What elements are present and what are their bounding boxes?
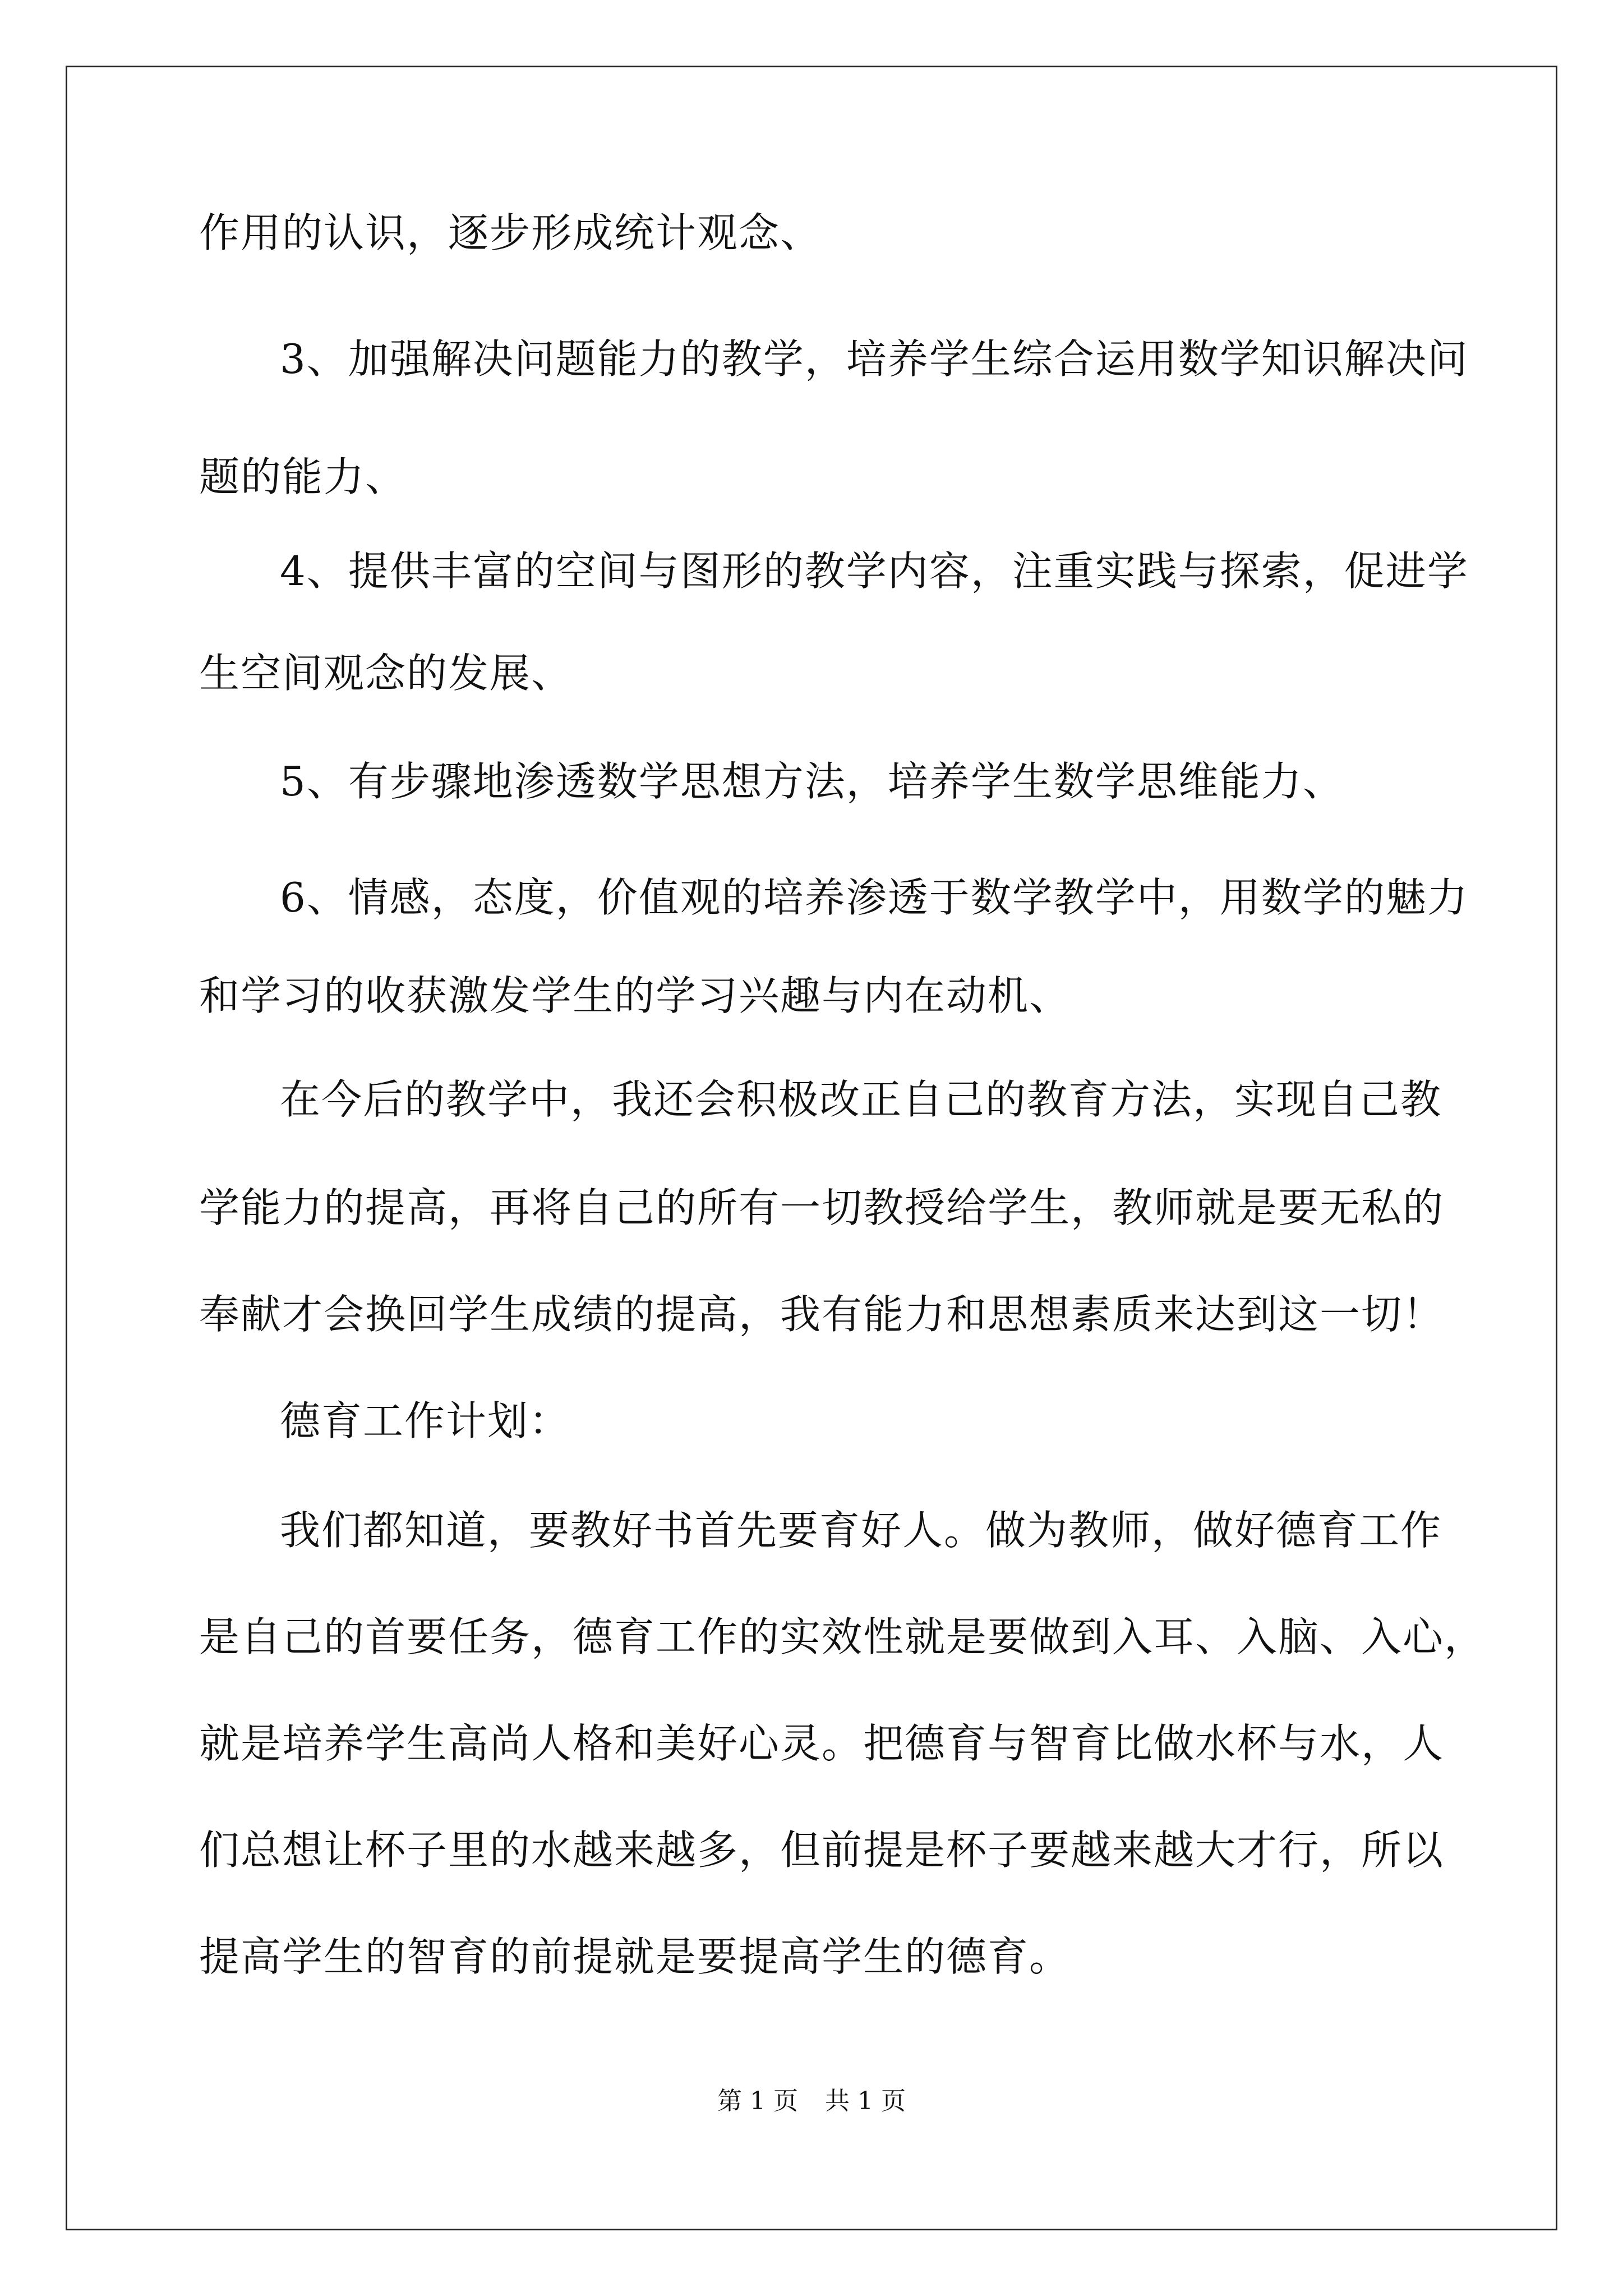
page-border: [66, 66, 1557, 2230]
text-line: 在今后的教学中，我还会积极改正自己的教育方法，实现自己教: [280, 1076, 1442, 1123]
text-line: 学能力的提高，再将自己的所有一切教授给学生，教师就是要无私的: [199, 1184, 1445, 1231]
text-line: 我们都知道，要教好书首先要育好人。做为教师，做好德育工作: [280, 1507, 1442, 1554]
page-footer: [0, 2086, 1623, 2117]
section-heading: 德育工作计划：: [280, 1397, 571, 1444]
text-line: 就是培养学生高尚人格和美好心灵。把德育与智育比做水杯与水，人: [199, 1720, 1445, 1767]
text-line: 4、提供丰富的空间与图形的教学内容，注重实践与探索，促进学: [280, 547, 1469, 595]
page-number-total: 共 1 页: [825, 2087, 906, 2115]
text-line: 们总想让杯子里的水越来越多，但前提是杯子要越来越大才行，所以: [199, 1826, 1445, 1874]
text-line: 作用的认识，逐步形成统计观念、: [199, 209, 822, 256]
page-number-current: 第 1 页: [717, 2087, 798, 2115]
text-line: 5、有步骤地渗透数学思想方法，培养学生数学思维能力、: [280, 758, 1344, 805]
text-line: 6、情感，态度，价值观的培养渗透于数学教学中，用数学的魅力: [280, 874, 1469, 921]
text-line: 是自己的首要任务，德育工作的实效性就是要做到入耳、入脑、入心，: [199, 1613, 1486, 1660]
text-line: 提高学生的智育的前提就是要提高学生的德育。: [199, 1933, 1071, 1980]
text-line: 奉献才会换回学生成绩的提高，我有能力和思想素质来达到这一切！: [199, 1291, 1445, 1338]
text-line: 和学习的收获激发学生的学习兴趣与内在动机、: [199, 972, 1071, 1019]
text-line: 生空间观念的发展、: [199, 650, 573, 697]
text-line: 题的能力、: [199, 453, 407, 500]
text-line: 3、加强解决问题能力的教学，培养学生综合运用数学知识解决问: [280, 335, 1469, 383]
